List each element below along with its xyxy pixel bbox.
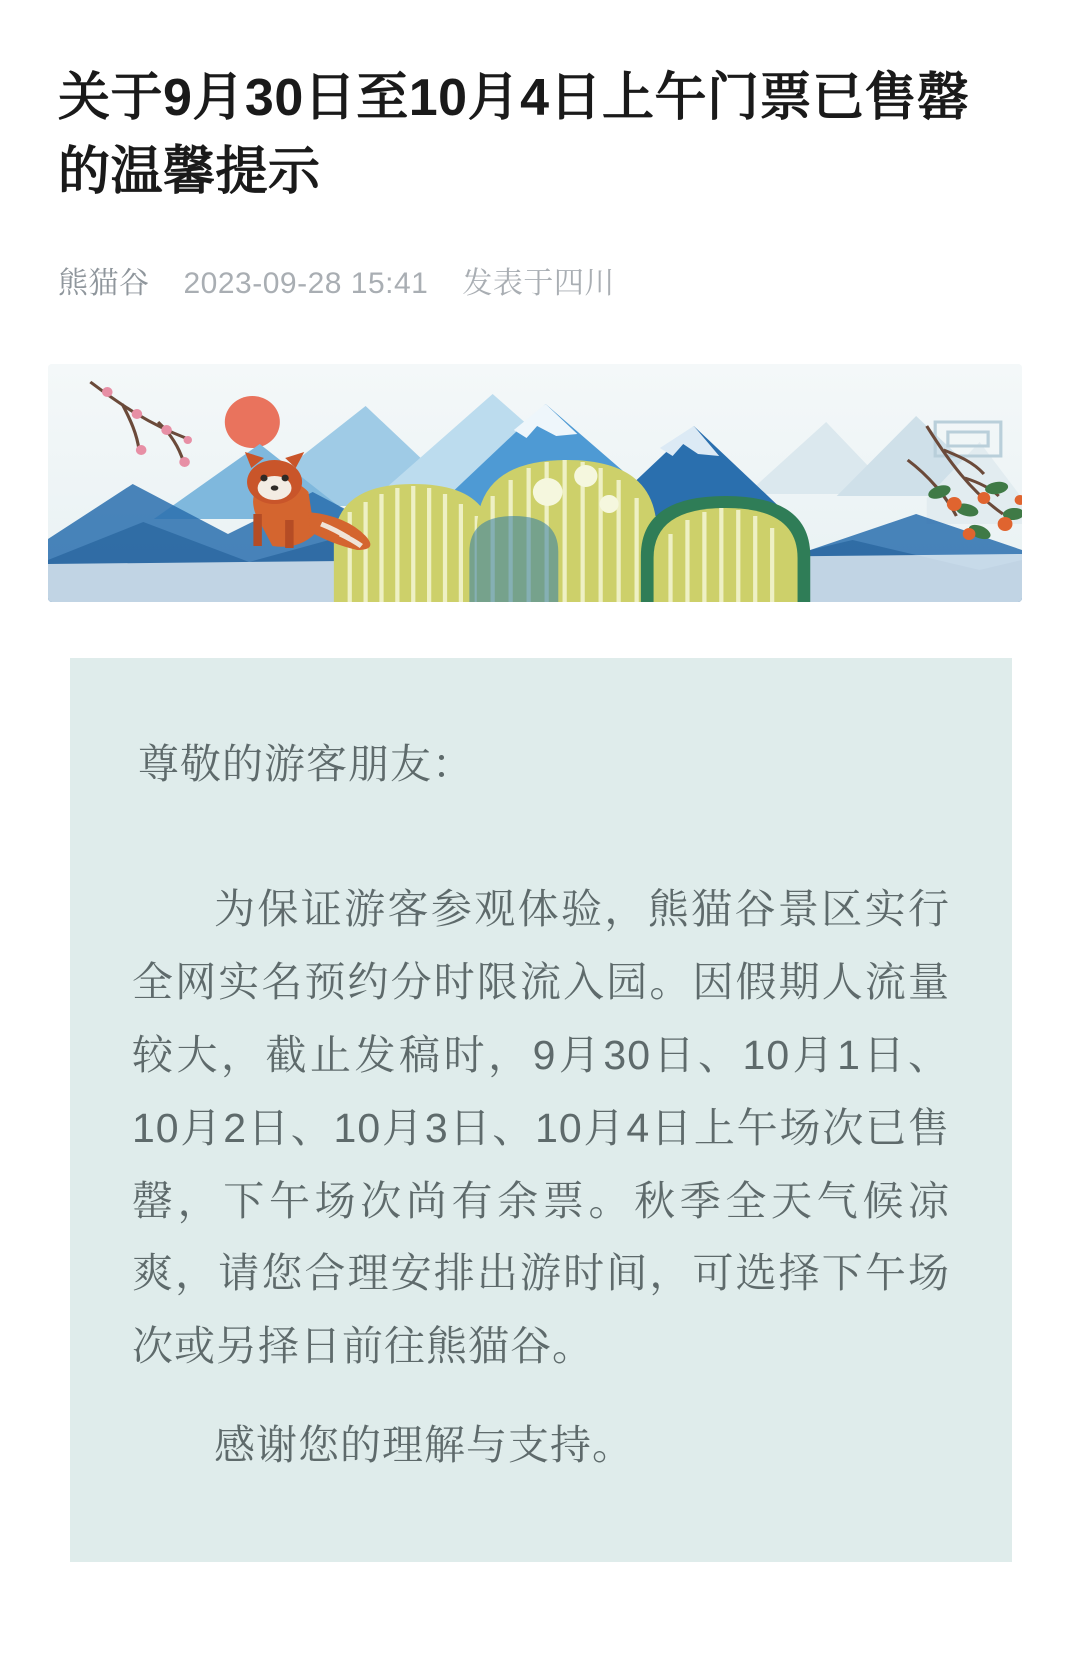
article-meta	[0, 210, 1080, 302]
publish-date: 2023-09-28 15:41	[183, 266, 429, 300]
banner-image	[48, 364, 1022, 602]
author-name[interactable]: 熊猫谷	[58, 266, 150, 300]
notice-paragraph-1: 为保证游客参观体验，熊猫谷景区实行全网实名预约分时限流入园。因假期人流量较大，截止发稿时，9月30日、10月1日、10月2日、10月3日、10月4日上午场次已售罄，下午场次尚有余票。秋季全天气候凉爽，请您合理安排出游时间，可选择下午场次或另择日前往熊猫谷。	[132, 885, 950, 1370]
publish-location: 发表于四川	[462, 266, 615, 300]
notice-greeting: 尊敬的游客朋友：	[138, 740, 474, 787]
notice-card	[70, 658, 1012, 1563]
landscape-illustration-icon	[48, 364, 1022, 602]
page-title: 关于9月30日至10月4日上午门票已售罄的温馨提示	[58, 69, 970, 201]
notice-thanks: 感谢您的理解与支持。	[214, 1422, 634, 1469]
